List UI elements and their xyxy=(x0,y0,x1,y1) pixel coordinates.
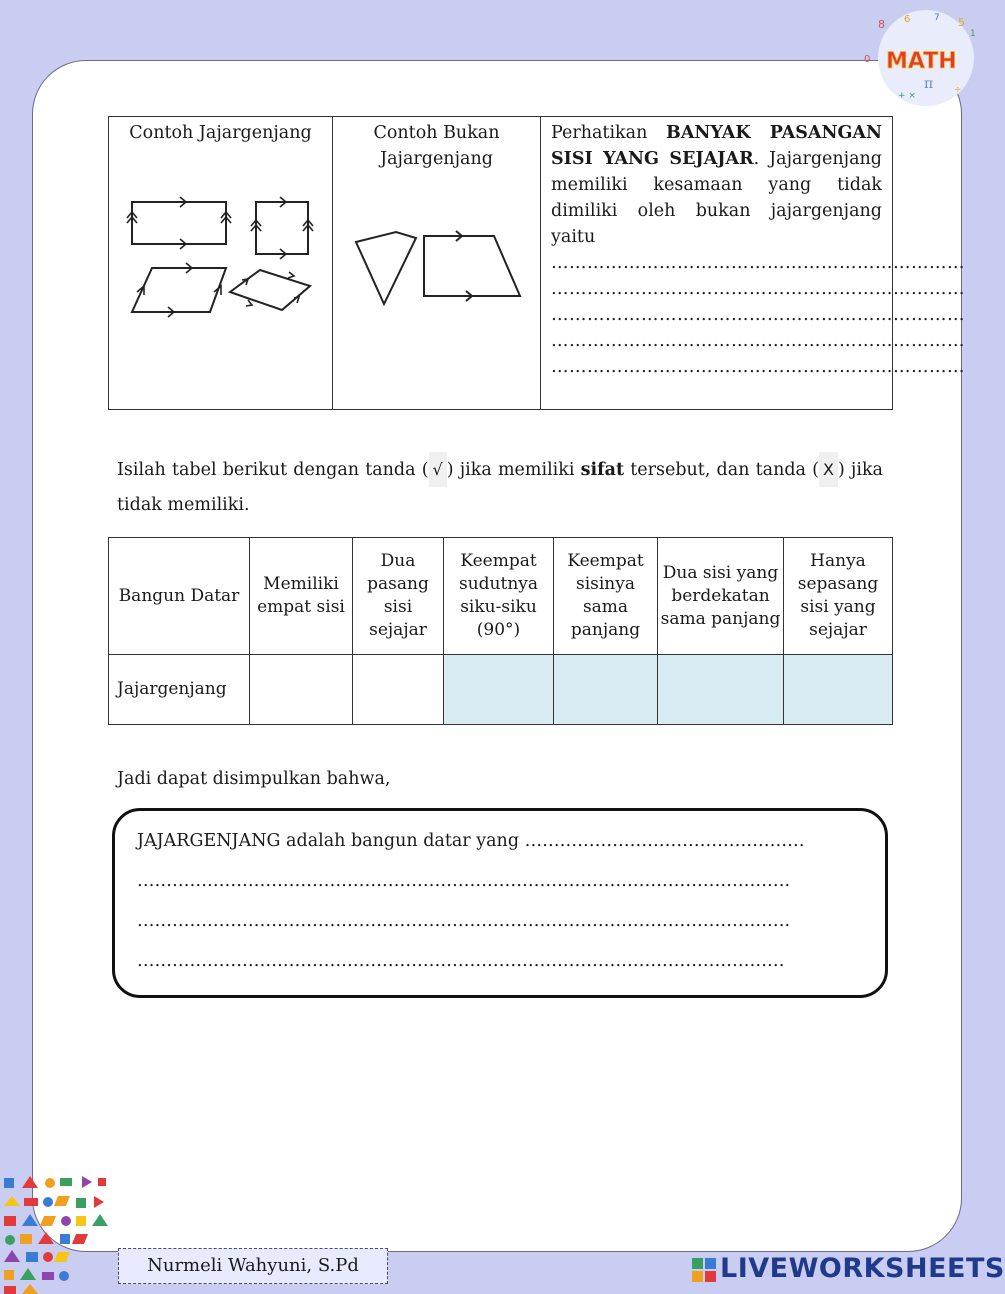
answer-cell-berdekatan-sama[interactable] xyxy=(658,655,784,725)
svg-text:0: 0 xyxy=(864,54,871,65)
non-parallelogram-examples-cell xyxy=(333,117,541,410)
author-credit: Nurmeli Wahyuni, S.Pd xyxy=(118,1248,388,1284)
svg-text:8: 8 xyxy=(878,18,885,31)
svg-text:+ ×: + × xyxy=(898,91,916,101)
observation-text-suffix: . Jajargenjang memiliki kesamaan yang tidak dimiliki oleh bukan jajargenjang yaitu xyxy=(551,149,882,247)
parallelogram-examples-figure xyxy=(110,160,332,320)
answer-cell-sama-panjang[interactable] xyxy=(554,655,658,725)
conclusion-line-1[interactable]: JAJARGENJANG adalah bangun datar yang ………………………………………… xyxy=(137,831,805,851)
answer-dot-line[interactable]: …………………………………………………………… xyxy=(551,357,965,377)
liveworksheets-brand[interactable]: LIVEWORKSHEETS xyxy=(720,1253,1005,1284)
answer-dot-line[interactable]: …………………………………………………………… xyxy=(551,331,965,351)
instruction-text xyxy=(117,452,883,523)
answer-cell-sepasang-sejajar[interactable] xyxy=(784,655,893,725)
svg-text:÷: ÷ xyxy=(954,85,962,95)
header-berdekatan-sama: Dua sisi yang berdekatan sama panjang xyxy=(658,538,784,655)
svg-text:6: 6 xyxy=(904,14,911,25)
header-empat-sisi: Memiliki empat sisi xyxy=(250,538,353,655)
instruction-part4: ) jika tidak memiliki. xyxy=(117,460,883,515)
observation-text-bold: BANYAK PASANGAN SISI YANG SEJAJAR xyxy=(551,123,882,169)
instruction-bold-word: sifat xyxy=(580,460,625,480)
header-sepasang-sejajar: Hanya sepasang sisi yang sejajar xyxy=(784,538,893,655)
answer-cell-empat-sisi[interactable] xyxy=(250,655,353,725)
svg-text:7: 7 xyxy=(934,13,940,23)
instruction-part2: ) jika memiliki xyxy=(446,460,581,480)
decorative-shapes xyxy=(0,1172,112,1294)
liveworksheets-logo-icon xyxy=(692,1258,716,1282)
non-parallelogram-examples-title: Contoh Bukan Jajargenjang xyxy=(373,123,500,169)
non-parallelogram-examples-figure xyxy=(334,204,540,324)
header-siku-siku: Keempat sudutnya siku-siku (90°) xyxy=(444,538,554,655)
observation-text-prefix: Perhatikan xyxy=(551,123,667,143)
instruction-part1: Isilah tabel berikut dengan tanda ( xyxy=(117,460,429,480)
conclusion-line-3[interactable]: …………………………………………………………………………………………………. xyxy=(137,911,791,931)
svg-text:5: 5 xyxy=(958,16,965,29)
conclusion-intro: Jadi dapat disimpulkan bahwa, xyxy=(117,769,391,789)
row-label-jajargenjang: Jajargenjang xyxy=(109,655,250,725)
svg-text:1: 1 xyxy=(970,29,976,39)
answer-cell-dua-pasang-sejajar[interactable] xyxy=(353,655,444,725)
examples-table xyxy=(108,116,965,410)
conclusion-line-2[interactable]: …………………………………………………………………………………………………. xyxy=(137,871,791,891)
parallelogram-examples-cell xyxy=(109,117,333,410)
conclusion-line-4[interactable]: ………………………………………………………………………………………………… xyxy=(137,951,785,971)
table-row xyxy=(109,655,893,725)
header-sama-panjang: Keempat sisinya sama panjang xyxy=(554,538,658,655)
header-bangun-datar: Bangun Datar xyxy=(109,538,250,655)
math-logo xyxy=(858,6,994,110)
cross-mark-icon: X xyxy=(819,452,838,487)
answer-dot-line[interactable]: …………………………………………………………… xyxy=(551,305,965,325)
math-logo-text: MATH xyxy=(886,49,957,74)
parallelogram-examples-title: Contoh Jajargenjang xyxy=(129,123,312,143)
answer-cell-siku-siku[interactable] xyxy=(444,655,554,725)
check-mark-icon: √ xyxy=(429,452,447,487)
properties-table xyxy=(108,537,893,725)
instruction-part3: tersebut, dan tanda ( xyxy=(624,460,819,480)
header-dua-pasang-sejajar: Dua pasang sisi sejajar xyxy=(353,538,444,655)
observation-cell xyxy=(541,117,965,410)
answer-dot-line[interactable]: …………………………………………………………… xyxy=(551,279,965,299)
answer-dot-line[interactable]: …………………………………………………………… xyxy=(551,253,965,273)
conclusion-answer-box xyxy=(112,808,888,998)
svg-text:π: π xyxy=(924,76,934,92)
